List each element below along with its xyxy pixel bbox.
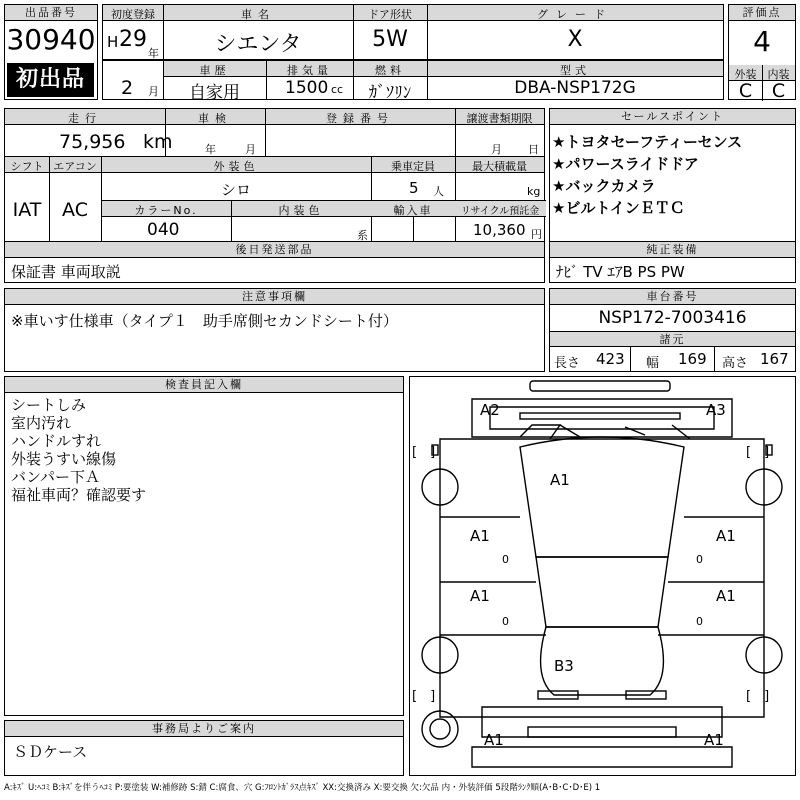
inspector-line: 外装うすい線傷 [11,450,117,468]
interior-score: C [771,80,786,102]
first-reg-year: 29 [119,27,147,52]
fuel-value: ｶﾞｿﾘﾝ [368,83,412,103]
first-reg-month: 2 [121,77,134,99]
inspector-line: ハンドルすれ [11,432,102,450]
zero-mark: 0 [502,553,509,566]
score-box: 評価点 4 外装 内装 C C [728,4,796,100]
chassis-box: 車台番号 NSP172-7003416 諸元 長さ 423 幅 169 高さ 167 [549,288,796,372]
color-number: 040 [147,220,180,240]
sales-point-item: ★パワースライドドア [552,155,699,173]
lot-number: 30940 [6,23,96,56]
vehicle-history: 自家用 [189,83,240,103]
mark-a2: A2 [480,401,500,419]
height-value: 167 [760,350,789,368]
equipment-value: ﾅﾋﾞ TV ｴｱB PS PW [556,263,685,281]
sales-point-item: ★トヨタセーフティーセンス [552,133,743,151]
notes-value: ※車いす仕様車（タイプ１ 助手席側セカンドシート付） [11,312,398,330]
bracket-mark: [ ] [746,445,770,460]
bracket-mark: [ ] [412,445,436,460]
bracket-mark: [ ] [412,689,436,704]
mark-roof: A1 [550,471,570,489]
zero-mark: 0 [696,615,703,628]
mark-a3: A3 [706,401,726,419]
width-value: 169 [678,350,707,368]
mark-rear-bumper-right: A1 [704,731,724,749]
shift-value: IAT [12,199,42,221]
office-box: 事務局よりご案内 ＳＤケース [4,720,404,776]
car-name: シエンタ [214,32,302,57]
inspector-line: シートしみ [11,396,87,414]
displacement-value: 1500 [285,78,329,98]
zero-mark: 0 [502,615,509,628]
lot-box [4,4,98,100]
sales-point-item: ★バックカメラ [552,177,656,195]
door-type: 5W [372,27,408,52]
office-note: ＳＤケース [13,743,88,761]
inspector-notes [11,396,146,504]
inspector-box: 検査員記入欄 シートしみ 室内汚れ ハンドルすれ 外装うすい線傷 バンパー下Ａ 福祉車両？確認要す [4,376,404,716]
mark-rear-bumper-left: A1 [484,731,504,749]
later-parts-value: 保証書 車両取説 [11,263,121,281]
score-value: 4 [753,25,771,58]
notes-box: 注意事項欄 ※車いす仕様車（タイプ１ 助手席側セカンドシート付） [4,288,545,372]
damage-diagram [409,376,796,776]
car-outline [410,377,794,774]
grade-header: グレード [537,8,613,21]
sales-points-box: セールスポイント ★トヨタセーフティーセンス ★パワースライドドア ★バックカメラ ★ビルトインＥＴＣ [549,108,796,242]
aircon-value: AC [62,199,88,221]
recycle-fee: 10,360 [473,221,526,239]
bracket-mark: [ ] [746,689,770,704]
inspector-line: 室内汚れ [11,414,72,432]
grade-value: X [567,27,583,52]
capacity-value: 5 [409,179,419,197]
vehicle-top-box: 初度登録 車名 ドア形状 グレード H 29 年 シエンタ 5W X [102,4,724,60]
chassis-number: NSP172-7003416 [598,308,747,328]
inspector-line: 福祉車両？確認要す [11,486,147,504]
mark-back-door: B3 [554,657,574,675]
doors-header: ドア形状 [368,8,412,21]
vehicle-spec-row: 車歴 排気量 燃料 型式 2 月 自家用 1500 cc ｶﾞｿﾘﾝ DBA-NSP172G [102,60,724,100]
equipment-box: 純正装備 ﾅﾋﾞ TV ｴｱB PS PW [549,241,796,283]
model-code: DBA-NSP172G [514,78,636,98]
score-header: 評価点 [729,5,795,21]
inspector-line: バンパー下Ａ [11,468,100,486]
lot-header: 出品番号 [5,5,97,21]
length-value: 423 [596,350,625,368]
exterior-score: C [738,80,753,102]
mileage-value: 75,956 [59,131,126,153]
later-parts-box: 後日発送部品 保証書 車両取説 [4,241,545,283]
exterior-color: シロ [220,181,251,199]
mark-right-rear-door: A1 [716,587,736,605]
first-reg-header: 初度登録 [111,8,155,21]
mark-left-rear-door: A1 [470,587,490,605]
mark-left-front-door: A1 [470,527,490,545]
zero-mark: 0 [696,553,703,566]
car-name-header: 車名 [241,8,275,21]
sales-point-item: ★ビルトインＥＴＣ [552,199,685,217]
details-box: 走行 車検 登録番号 譲渡書類期限 75,956 km 年 月 月 日 シフト エアコン 外装色 乗車定員 最大積載量 IAT AC シロ 5 人 kg カラーNo. 内装色 輸入車 リサイクル預託金 040 系 10,360 円 [4,108,545,242]
first-listing-badge: 初出品 [7,63,94,97]
era-label: H [107,33,119,51]
legend-text: A:ｷｽﾞ U:ﾍｺﾐ B:ｷｽﾞを伴うﾍｺﾐ P:要塗装 W:補修跡 S:錆 C:腐食、穴 G:ﾌﾛﾝﾄｶﾞﾗｽ点ｷｽﾞ XX:交換済み X:要交換 欠:欠品 内・外装評価 5段階ﾗﾝｸ順(A･B･C･D･E) 1 [4,783,601,793]
mark-right-front-door: A1 [716,527,736,545]
